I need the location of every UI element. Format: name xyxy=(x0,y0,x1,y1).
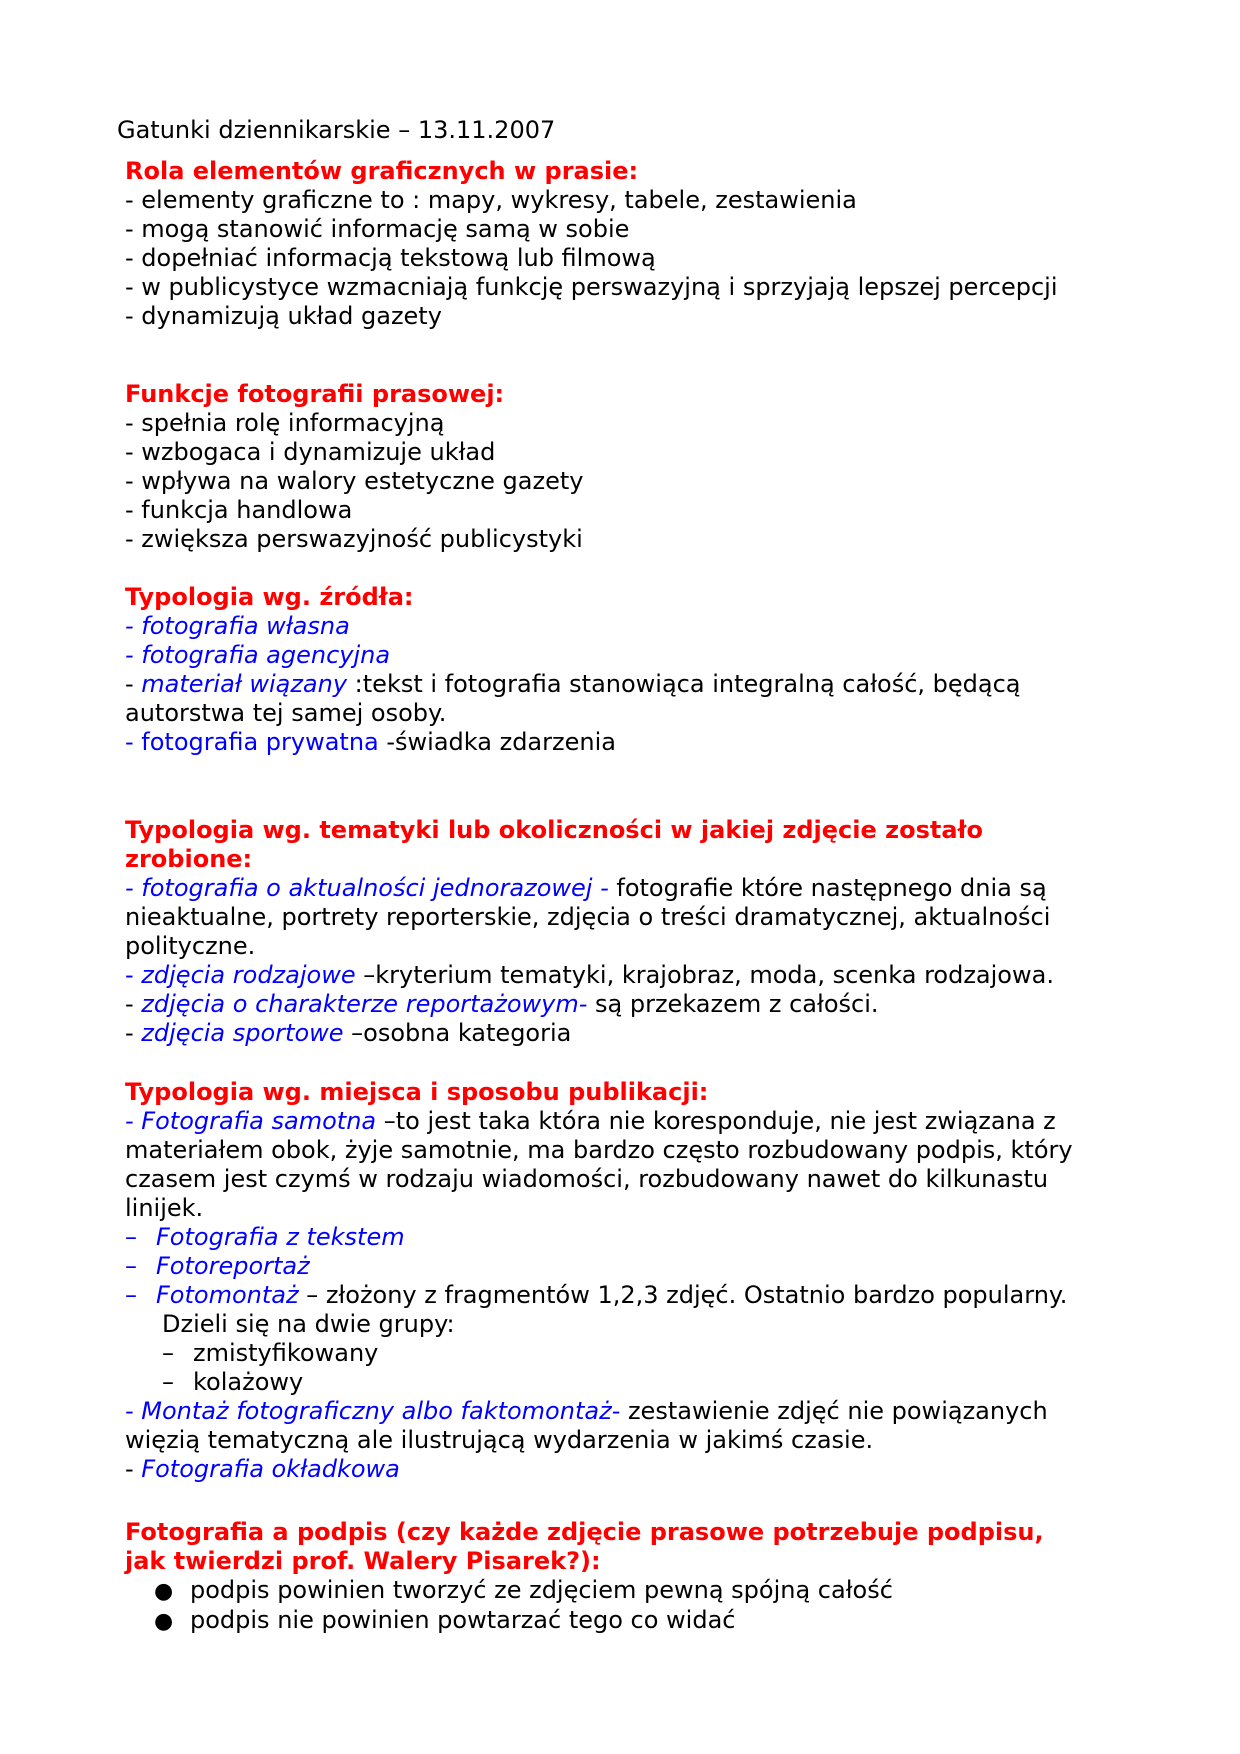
bullet-text: podpis powinien tworzyć ze zdjęciem pewną spójną całość xyxy=(190,1576,893,1604)
list-dash: – xyxy=(125,1281,137,1309)
list-item xyxy=(125,961,1125,990)
bullet-text: podpis nie powinien powtarzać tego co widać xyxy=(190,1606,736,1634)
section-heading: Typologia wg. tematyki lub okoliczności w jakiej zdjęcie zostało xyxy=(125,816,983,844)
list-dash: - xyxy=(125,1019,142,1047)
term: - fotografia o aktualności jednorazowej - xyxy=(125,874,609,902)
section-heading: Rola elementów graficznych w prasie: xyxy=(125,157,639,185)
list-dash: – xyxy=(125,1223,137,1251)
list-item: - wzbogaca i dynamizuje układ xyxy=(125,438,496,466)
term: zdjęcia o charakterze reportażowym- xyxy=(141,990,588,1018)
list-item: - dynamizują układ gazety xyxy=(125,302,442,330)
section-heading-cont: jak twierdzi prof. Walery Pisarek?): xyxy=(125,1547,601,1575)
description: –to jest taka która nie koresponduje, nie jest związana z xyxy=(376,1107,1056,1135)
list-item-continuation: materiałem obok, żyje samotnie, ma bardzo często rozbudowany podpis, który xyxy=(125,1136,1073,1164)
bullet-icon: ● xyxy=(154,1579,174,1604)
list-item xyxy=(125,874,1125,903)
section-typology-placement xyxy=(125,1078,1125,1484)
sub-item-text: kolażowy xyxy=(193,1368,304,1396)
bullet-item xyxy=(125,1606,1125,1636)
list-item: - spełnia rolę informacyjną xyxy=(125,409,445,437)
section-heading: Typologia wg. miejsca i sposobu publikacji: xyxy=(125,1078,709,1106)
term: Fotografia okładkowa xyxy=(141,1455,400,1483)
term: zdjęcia rodzajowe xyxy=(141,961,356,989)
list-item-continuation: polityczne. xyxy=(125,932,256,960)
list-dash: – xyxy=(162,1368,174,1396)
list-item: - fotografia własna xyxy=(125,612,350,640)
section-heading: Funkcje fotografii prasowej: xyxy=(125,380,505,408)
list-item-continuation: linijek. xyxy=(125,1194,204,1222)
section-graphic-elements xyxy=(125,157,1125,331)
list-item: - dopełniać informacją tekstową lub filmową xyxy=(125,244,656,272)
list-item: - w publicystyce wzmacniają funkcję perswazyjną i sprzyjają lepszej percepcji xyxy=(125,273,1058,301)
list-dash: - xyxy=(125,990,142,1018)
section-heading-cont: zrobione: xyxy=(125,845,253,873)
description: fotografie które następnego dnia są xyxy=(608,874,1047,902)
list-item xyxy=(125,1019,1125,1048)
section-typology-source xyxy=(125,583,1125,757)
list-item: - fotografia agencyjna xyxy=(125,641,391,669)
term: - fotografia prywatna xyxy=(125,728,379,756)
bullet-item xyxy=(125,1576,1125,1606)
term: Fotoreportaż xyxy=(156,1252,310,1280)
section-photo-caption xyxy=(125,1518,1125,1636)
list-item: - funkcja handlowa xyxy=(125,496,353,524)
list-item xyxy=(125,670,1125,699)
list-item xyxy=(125,1455,1125,1484)
list-item-continuation: więzią tematyczną ale ilustrującą wydarzenia w jakimś czasie. xyxy=(125,1426,874,1454)
list-item-continuation: Dzieli się na dwie grupy: xyxy=(162,1310,455,1338)
list-item-continuation: czasem jest czymś w rodzaju wiadomości, rozbudowany nawet do kilkunastu xyxy=(125,1165,1049,1193)
list-dash: – xyxy=(125,1252,137,1280)
section-photo-functions xyxy=(125,380,1125,554)
sub-list-item xyxy=(125,1339,1125,1368)
section-typology-topic xyxy=(125,816,1125,1048)
description: -świadka zdarzenia xyxy=(378,728,616,756)
description: :tekst i fotografia stanowiąca integralną całość, będącą xyxy=(347,670,1021,698)
sub-list-item xyxy=(125,1368,1125,1397)
list-dash: – xyxy=(162,1339,174,1367)
list-item: - mogą stanowić informację samą w sobie xyxy=(125,215,630,243)
section-heading: Typologia wg. źródła: xyxy=(125,583,414,611)
description: –osobna kategoria xyxy=(343,1019,572,1047)
list-item-continuation: autorstwa tej samej osoby. xyxy=(125,699,447,727)
list-item xyxy=(125,1223,1125,1252)
list-item-continuation: nieaktualne, portrety reporterskie, zdjęcia o treści dramatycznej, aktualności xyxy=(125,903,1051,931)
term: Fotomontaż xyxy=(156,1281,299,1309)
description: –kryterium tematyki, krajobraz, moda, scenka rodzajowa. xyxy=(355,961,1054,989)
term: zdjęcia sportowe xyxy=(141,1019,344,1047)
description: – złożony z fragmentów 1,2,3 zdjęć. Ostatnio bardzo popularny. xyxy=(298,1281,1068,1309)
list-item xyxy=(125,1397,1125,1426)
term: - Montaż fotograficzny albo faktomontaż- xyxy=(125,1397,621,1425)
list-item: - wpływa na walory estetyczne gazety xyxy=(125,467,584,495)
list-dash: - xyxy=(125,670,142,698)
list-item xyxy=(125,1252,1125,1281)
section-heading: Fotografia a podpis (czy każde zdjęcie prasowe potrzebuje podpisu, xyxy=(125,1518,1044,1546)
list-item xyxy=(125,990,1125,1019)
list-item xyxy=(125,1281,1125,1310)
term: Fotografia z tekstem xyxy=(156,1223,405,1251)
list-dash: - xyxy=(125,1455,142,1483)
list-item xyxy=(125,728,1125,757)
term: - Fotografia samotna xyxy=(125,1107,377,1135)
list-item: - elementy graficzne to : mapy, wykresy, tabele, zestawienia xyxy=(125,186,857,214)
bullet-icon: ● xyxy=(154,1609,174,1634)
document-title: Gatunki dziennikarskie – 13.11.2007 xyxy=(117,116,556,144)
list-item: - zwiększa perswazyjność publicystyki xyxy=(125,525,583,553)
description: są przekazem z całości. xyxy=(587,990,879,1018)
term: materiał wiązany xyxy=(141,670,348,698)
sub-item-text: zmistyfikowany xyxy=(193,1339,379,1367)
list-item xyxy=(125,1107,1125,1136)
list-dash: - xyxy=(125,961,142,989)
description: zestawienie zdjęć nie powiązanych xyxy=(620,1397,1048,1425)
